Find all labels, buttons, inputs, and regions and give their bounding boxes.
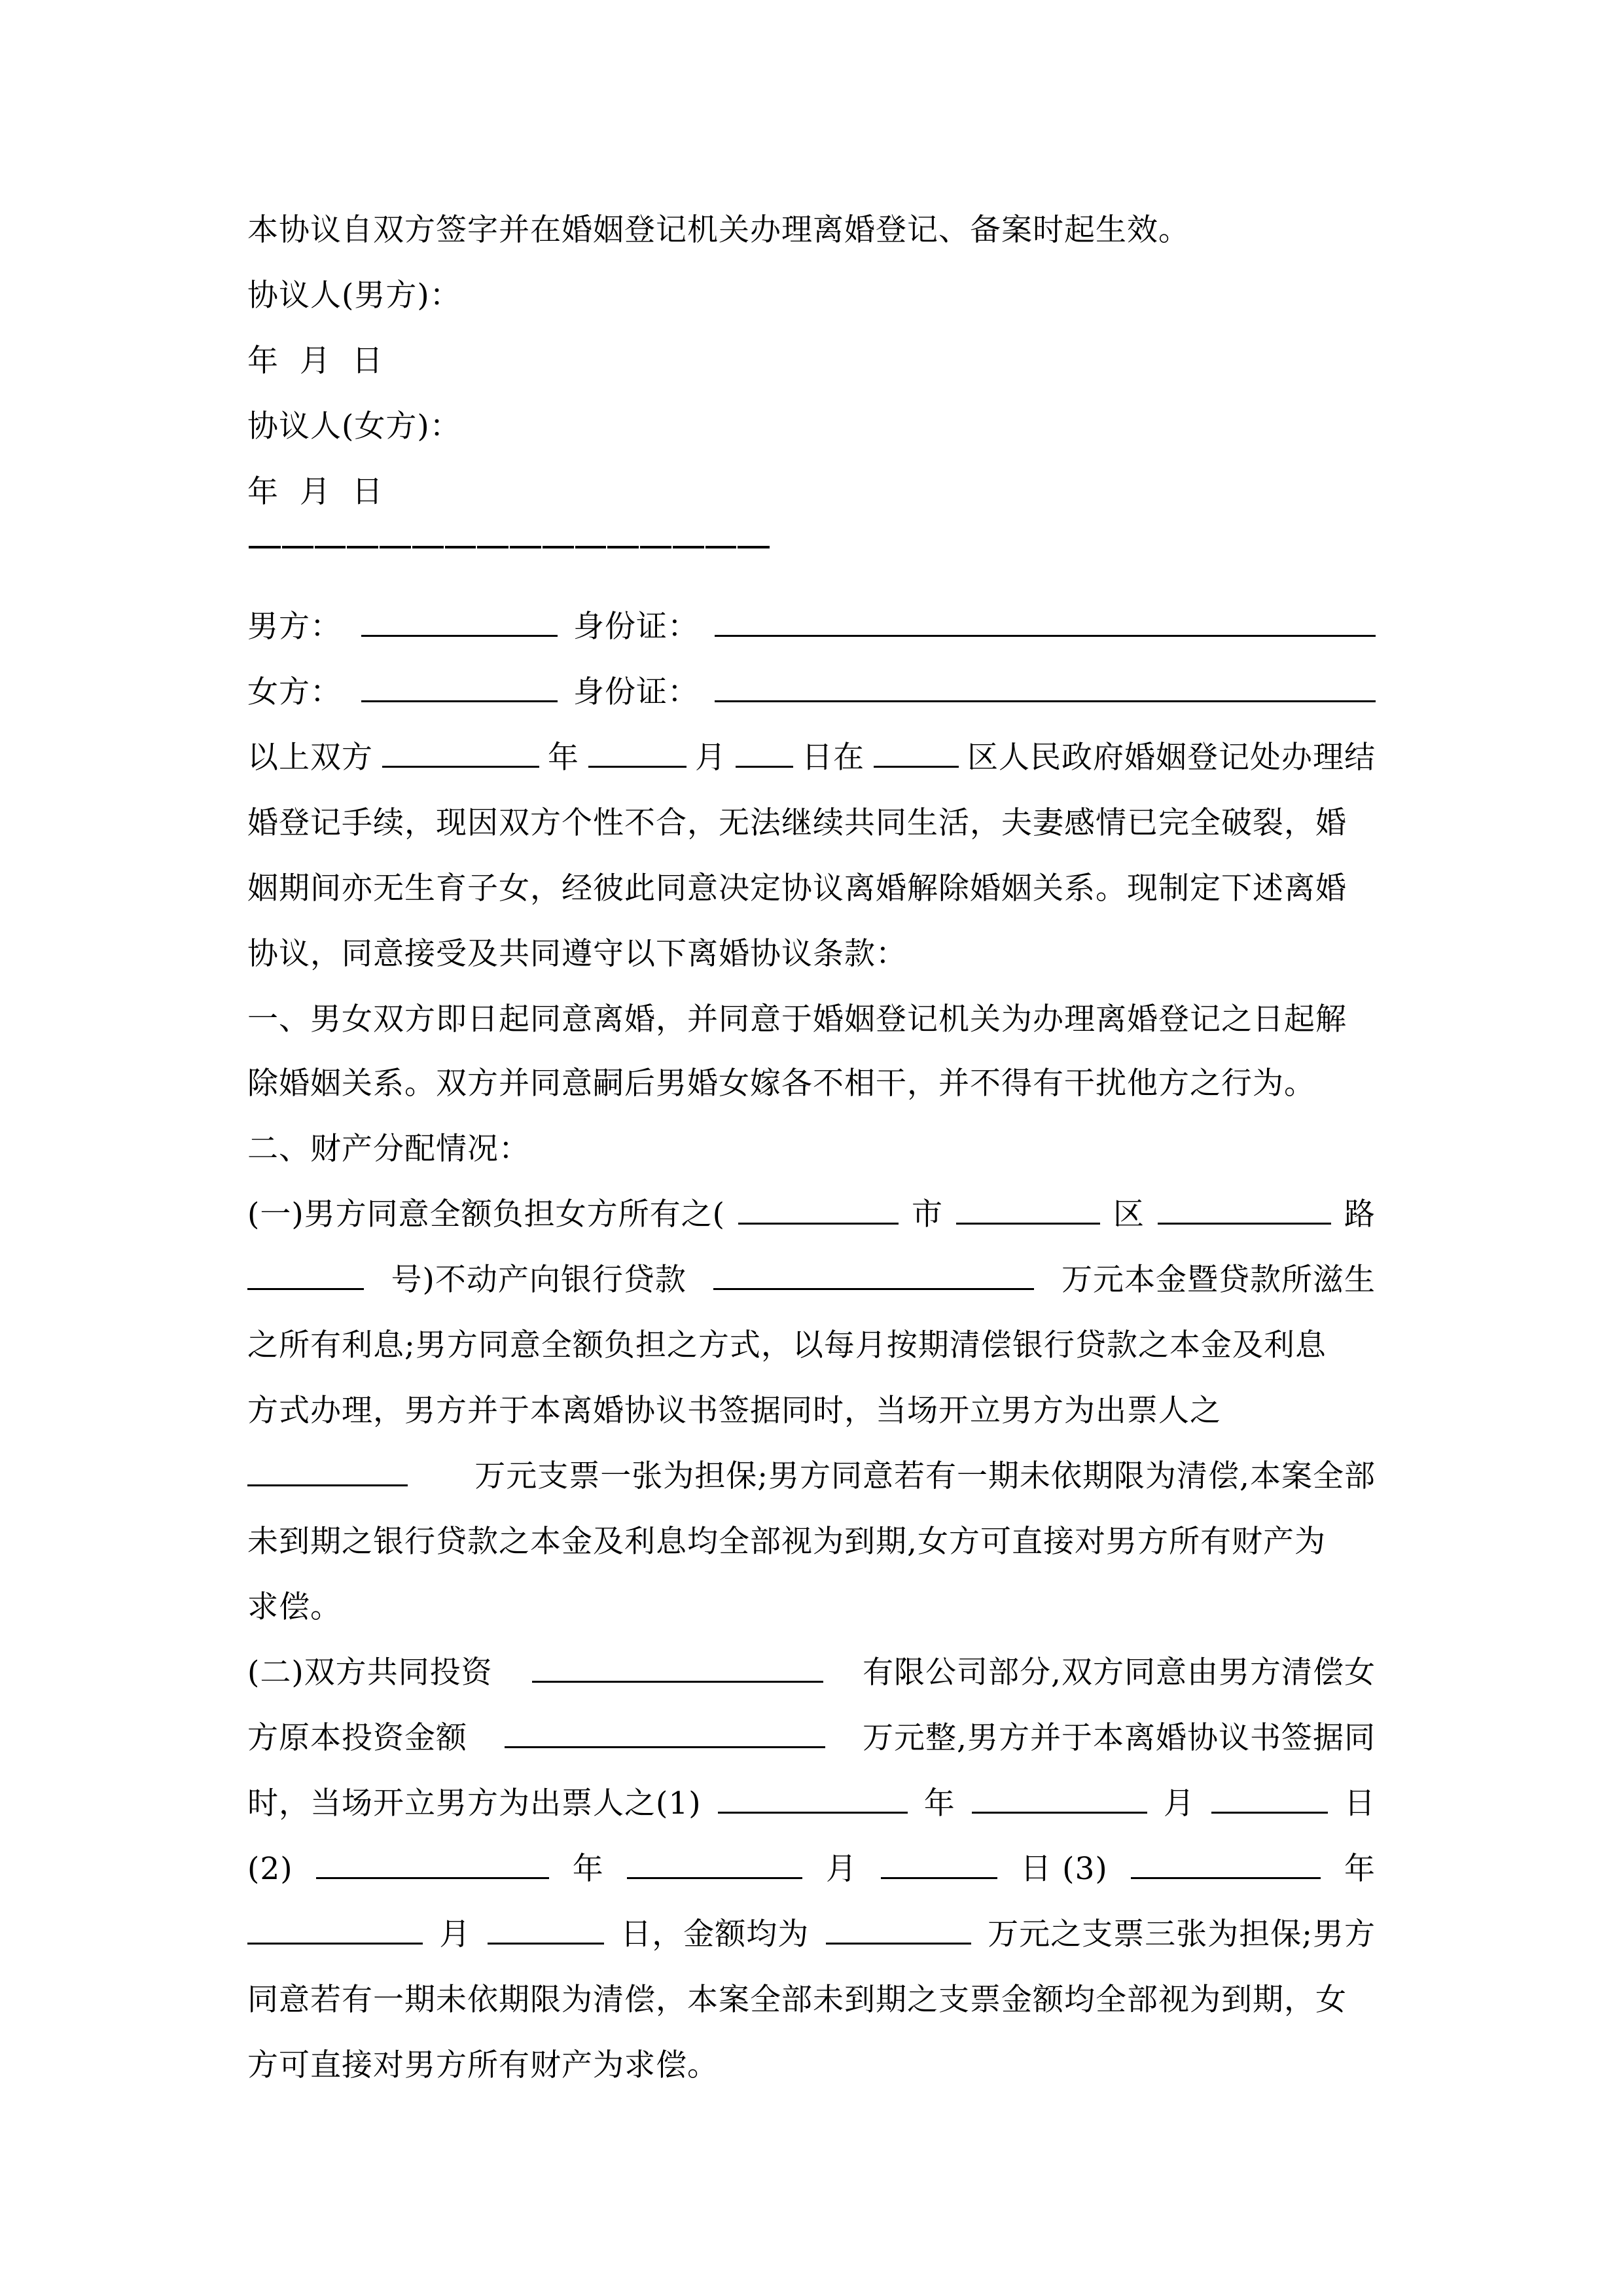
check1-year-field[interactable]: [718, 1771, 908, 1814]
property-district-field[interactable]: [956, 1182, 1100, 1225]
text: 除婚姻关系。双方并同意嗣后男婚女嫁各不相干，并不得有干扰他方之行为。: [247, 1066, 1315, 1102]
text: 区: [1113, 1196, 1145, 1232]
sub2-line-6: [247, 1967, 1376, 2033]
date-day: 日: [351, 474, 383, 510]
text: 以上双方: [247, 740, 373, 776]
text: 协议，同意接受及共同遵守以下离婚协议条款：: [247, 936, 907, 972]
clause1-line-1: [247, 987, 1376, 1052]
check-amount-field[interactable]: [247, 1444, 408, 1486]
text: 月: [826, 1851, 858, 1887]
intro-line-2: [247, 791, 1376, 856]
separator-gap: [281, 546, 282, 548]
sub2-line-3: [247, 1771, 1376, 1837]
male-name-field[interactable]: [361, 594, 558, 637]
separator-gap: [411, 546, 412, 548]
intro-line-4: [247, 922, 1376, 987]
sub2-line-2: [247, 1706, 1376, 1771]
female-id-label: 身份证：: [573, 674, 699, 710]
text: 区人民政府婚姻登记处办理结: [967, 740, 1376, 776]
investment-amount-field[interactable]: [505, 1706, 825, 1748]
marriage-year-field[interactable]: [382, 725, 539, 768]
text: 年: [923, 1785, 955, 1821]
loan-amount-field[interactable]: [713, 1247, 1034, 1290]
check-each-amount-field[interactable]: [826, 1902, 971, 1945]
text: 号)不动产向银行贷款: [391, 1262, 687, 1298]
date-year: 年: [247, 343, 279, 379]
effective-clause: [247, 198, 1376, 263]
sub1-line-1: [247, 1182, 1376, 1247]
text: 有限公司部分,双方同意由男方清偿女: [863, 1655, 1376, 1691]
separator-gap: [444, 546, 445, 548]
male-id-field[interactable]: [715, 594, 1376, 637]
text: 日: [1344, 1785, 1376, 1821]
sub1-line-3: [247, 1313, 1376, 1378]
text: 日 (3): [1020, 1851, 1108, 1887]
text: 年: [572, 1851, 604, 1887]
check3-year-field[interactable]: [1131, 1837, 1321, 1879]
sub1-line-6: [247, 1509, 1376, 1575]
text: 姻期间亦无生育子女，经彼此同意决定协议离婚解除婚姻关系。现制定下述离婚: [247, 870, 1347, 906]
text: 一、男女双方即日起同意离婚，并同意于婚姻登记机关为办理离婚登记之日起解: [247, 1001, 1347, 1037]
text: 年: [1344, 1851, 1376, 1887]
property-city-field[interactable]: [738, 1182, 899, 1225]
intro-line-1: [247, 725, 1376, 791]
text: (2): [247, 1851, 293, 1887]
text: 未到期之银行贷款之本金及利息均全部视为到期,女方可直接对男方所有财产为: [247, 1524, 1326, 1560]
separator-gap: [476, 546, 477, 548]
text: 同意若有一期未依期限为清偿，本案全部未到期之支票金额均全部视为到期，女: [247, 1982, 1347, 2018]
separator-gap: [574, 546, 575, 548]
text: 日，金额均为: [620, 1916, 810, 1952]
sub1-line-7: [247, 1575, 1376, 1640]
check2-year-field[interactable]: [316, 1837, 549, 1879]
female-label: 女方：: [247, 674, 342, 710]
signatory-female: [247, 394, 1376, 459]
date-day: 日: [351, 343, 383, 379]
male-label: 男方：: [247, 609, 342, 645]
separator-gap: [704, 546, 705, 548]
effective-clause-text: 本协议自双方签字并在婚姻登记机关办理离婚登记、备案时起生效。: [247, 212, 1190, 248]
text: 方原本投资金额: [247, 1720, 467, 1756]
date-month: 月: [299, 343, 331, 379]
separator-gap: [639, 546, 640, 548]
text: 万元本金暨贷款所滋生: [1061, 1262, 1376, 1298]
text: 月: [1163, 1785, 1195, 1821]
district-field[interactable]: [874, 725, 959, 768]
check2-month-field[interactable]: [627, 1837, 802, 1879]
clause2-heading: [247, 1117, 1376, 1182]
signatory-female-label: 协议人(女方)：: [247, 408, 461, 444]
sub2-line-7: [247, 2033, 1376, 2098]
text: 万元支票一张为担保;男方同意若有一期未依期限为清偿,本案全部: [474, 1458, 1376, 1494]
separator-gap: [541, 546, 543, 548]
text: 时，当场开立男方为出票人之(1): [247, 1785, 702, 1821]
sub1-line-2: [247, 1247, 1376, 1313]
check1-day-field[interactable]: [1211, 1771, 1328, 1814]
text: 婚登记手续，现因双方个性不合，无法继续共同生活，夫妻感情已完全破裂，婚: [247, 805, 1347, 841]
signatory-female-date: [247, 459, 1376, 525]
separator-gap: [346, 546, 347, 548]
text: 方式办理，男方并于本离婚协议书签据同时，当场开立男方为出票人之: [247, 1393, 1221, 1429]
separator-gap: [606, 546, 607, 548]
text: 路: [1344, 1196, 1376, 1232]
marriage-day-field[interactable]: [736, 725, 793, 768]
property-number-field[interactable]: [247, 1247, 364, 1290]
sub1-line-5: [247, 1444, 1376, 1509]
text: 日在: [802, 740, 865, 776]
text: 年: [548, 740, 579, 776]
text: (一)男方同意全额负担女方所有之(: [247, 1196, 726, 1232]
separator-rule: [249, 546, 770, 548]
check3-day-field[interactable]: [488, 1902, 604, 1945]
party-male-row: [247, 594, 1376, 660]
female-id-field[interactable]: [715, 660, 1376, 702]
check3-month-field[interactable]: [247, 1902, 423, 1945]
check2-day-field[interactable]: [881, 1837, 997, 1879]
separator-gap: [313, 546, 315, 548]
date-month: 月: [299, 474, 331, 510]
separator-gap: [508, 546, 510, 548]
text: 二、财产分配情况：: [247, 1131, 530, 1167]
text: 方可直接对男方所有财产为求偿。: [247, 2047, 719, 2083]
text: 市: [911, 1196, 943, 1232]
separator-gap: [378, 546, 380, 548]
clause1-line-2: [247, 1051, 1376, 1117]
text: 求偿。: [247, 1589, 342, 1625]
text: 万元整,男方并于本离婚协议书签据同: [863, 1720, 1376, 1756]
text: (二)双方共同投资: [247, 1655, 493, 1691]
intro-line-3: [247, 856, 1376, 922]
marriage-month-field[interactable]: [588, 725, 687, 768]
separator-gap: [671, 546, 673, 548]
signatory-male: [247, 263, 1376, 329]
separator-gap: [736, 546, 738, 548]
signatory-male-label: 协议人(男方)：: [247, 278, 461, 314]
signatory-male-date: [247, 329, 1376, 394]
text: 之所有利息;男方同意全额负担之方式，以每月按期清偿银行贷款之本金及利息: [247, 1327, 1327, 1363]
male-id-label: 身份证：: [573, 609, 699, 645]
text: 月: [695, 740, 726, 776]
party-female-row: [247, 660, 1376, 725]
sub2-line-1: [247, 1640, 1376, 1706]
text: 月: [439, 1916, 471, 1952]
sub1-line-4: [247, 1378, 1376, 1444]
date-year: 年: [247, 474, 279, 510]
female-name-field[interactable]: [361, 660, 558, 702]
sub2-line-5: [247, 1902, 1376, 1967]
check1-month-field[interactable]: [972, 1771, 1147, 1814]
property-road-field[interactable]: [1158, 1182, 1331, 1225]
company-name-field[interactable]: [532, 1640, 823, 1683]
sub2-line-4: [247, 1837, 1376, 1902]
text: 万元之支票三张为担保;男方: [988, 1916, 1376, 1952]
